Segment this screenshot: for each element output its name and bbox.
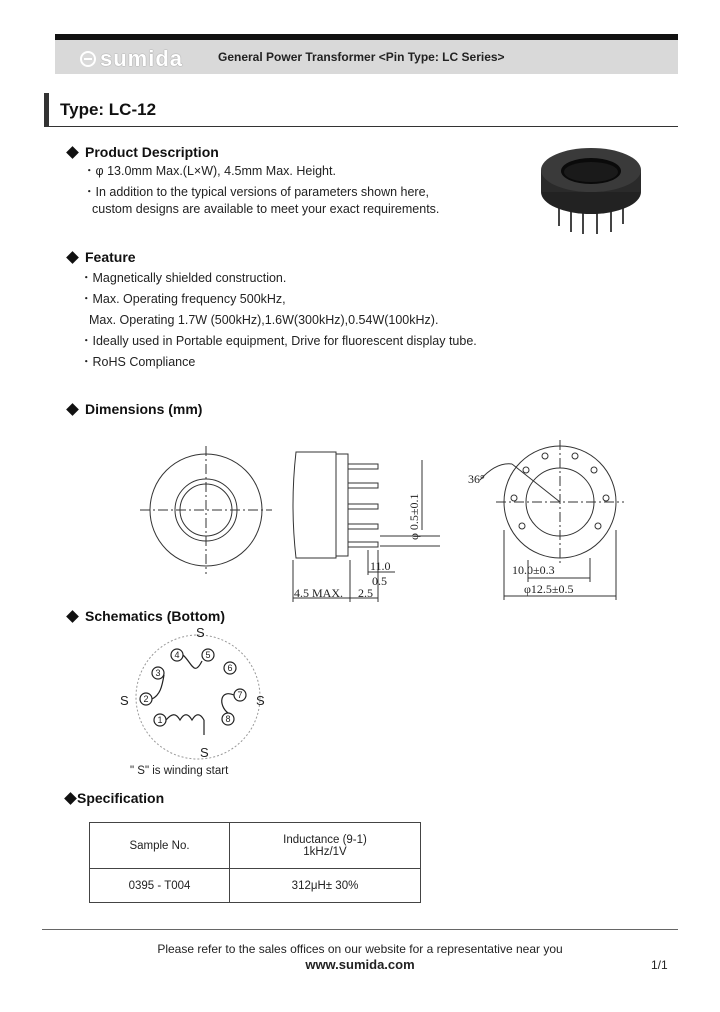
type-accent-bar bbox=[44, 93, 49, 127]
winding-start-mark: S bbox=[256, 693, 265, 708]
divider bbox=[44, 126, 678, 127]
cell-sample-no: 0395 - T004 bbox=[90, 869, 230, 903]
dim-label-height: 4.5 MAX. bbox=[294, 586, 344, 600]
dim-label-pitch: 10.0±0.3 bbox=[512, 563, 555, 577]
desc-line: ・φ 13.0mm Max.(L×W), 4.5mm Max. Height. bbox=[83, 164, 336, 178]
winding-start-mark: S bbox=[200, 745, 209, 760]
feature-line: Max. Operating 1.7W (500kHz),1.6W(300kHz),0.54W(100kHz). bbox=[89, 313, 439, 327]
schematics-heading: Schematics (Bottom) bbox=[68, 608, 225, 624]
winding-note: " S" is winding start bbox=[130, 765, 229, 777]
product-photo bbox=[525, 140, 650, 240]
header-title: General Power Transformer <Pin Type: LC Series> bbox=[218, 50, 505, 64]
dim-label-pin-dia: φ 0.5±0.1 bbox=[407, 493, 421, 540]
feature-line: ・Max. Operating frequency 500kHz, bbox=[80, 292, 286, 306]
header-cell-sample: Sample No. bbox=[90, 823, 230, 869]
website-link[interactable]: www.sumida.com bbox=[305, 957, 415, 972]
product-description-heading: Product Description bbox=[68, 144, 219, 160]
header-cell-inductance bbox=[230, 823, 421, 869]
brand-logo bbox=[80, 46, 183, 72]
schematic-diagram bbox=[110, 625, 280, 765]
dim-label-pin-len-top: 11.0 bbox=[370, 559, 391, 573]
page-number: 1/1 bbox=[651, 958, 668, 972]
table-header-row bbox=[90, 823, 421, 869]
schematic-pin-5: 5 bbox=[205, 650, 211, 660]
dim-label-outer-dia: φ12.5±0.5 bbox=[524, 582, 574, 596]
schematic-pin-7: 7 bbox=[237, 690, 243, 700]
specification-table bbox=[89, 822, 421, 903]
logo-mark-icon bbox=[80, 51, 96, 67]
diamond-bullet-icon bbox=[66, 403, 79, 416]
schematic-pin-1: 1 bbox=[157, 715, 163, 725]
dim-label-standoff: 2.5 bbox=[358, 586, 373, 600]
specification-heading: Specification bbox=[66, 790, 164, 806]
table-row bbox=[90, 869, 421, 903]
feature-line: ・RoHS Compliance bbox=[80, 355, 196, 369]
type-title: Type: LC-12 bbox=[60, 100, 157, 119]
dim-label-pin-len-bottom: 0.5 bbox=[372, 574, 387, 588]
dimensions-heading: Dimensions (mm) bbox=[68, 401, 202, 417]
schematic-pin-8: 8 bbox=[225, 714, 231, 724]
schematic-pin-2: 2 bbox=[143, 694, 149, 704]
footer-note: Please refer to the sales offices on our website for a representative near you bbox=[157, 942, 563, 956]
product-description-text bbox=[83, 161, 439, 218]
winding-start-mark: S bbox=[120, 693, 129, 708]
dimension-drawing bbox=[140, 440, 640, 610]
feature-line: ・Ideally used in Portable equipment, Drive for fluorescent display tube. bbox=[80, 334, 477, 348]
feature-line: ・Magnetically shielded construction. bbox=[80, 271, 287, 285]
logo-text: sumida bbox=[100, 46, 184, 71]
desc-line: custom designs are available to meet your exact requirements. bbox=[92, 202, 440, 216]
diamond-bullet-icon bbox=[64, 792, 77, 805]
desc-line: ・In addition to the typical versions of parameters shown here, bbox=[83, 185, 430, 199]
diamond-bullet-icon bbox=[66, 251, 79, 264]
feature-heading: Feature bbox=[68, 249, 136, 265]
diamond-bullet-icon bbox=[66, 146, 79, 159]
schematic-pin-6: 6 bbox=[227, 663, 233, 673]
cell-inductance-value: 312μH± 30% bbox=[230, 869, 421, 903]
inductance-condition: 1kHz/1V bbox=[303, 845, 347, 858]
schematic-pin-3: 3 bbox=[155, 668, 161, 678]
inductance-label: Inductance (9-1) bbox=[283, 833, 367, 846]
winding-start-mark: S bbox=[196, 625, 205, 640]
schematic-pin-4: 4 bbox=[174, 650, 180, 660]
footer-divider bbox=[42, 929, 678, 930]
diamond-bullet-icon bbox=[66, 610, 79, 623]
feature-text bbox=[80, 268, 477, 373]
dim-label-angle: 36° bbox=[468, 472, 485, 486]
